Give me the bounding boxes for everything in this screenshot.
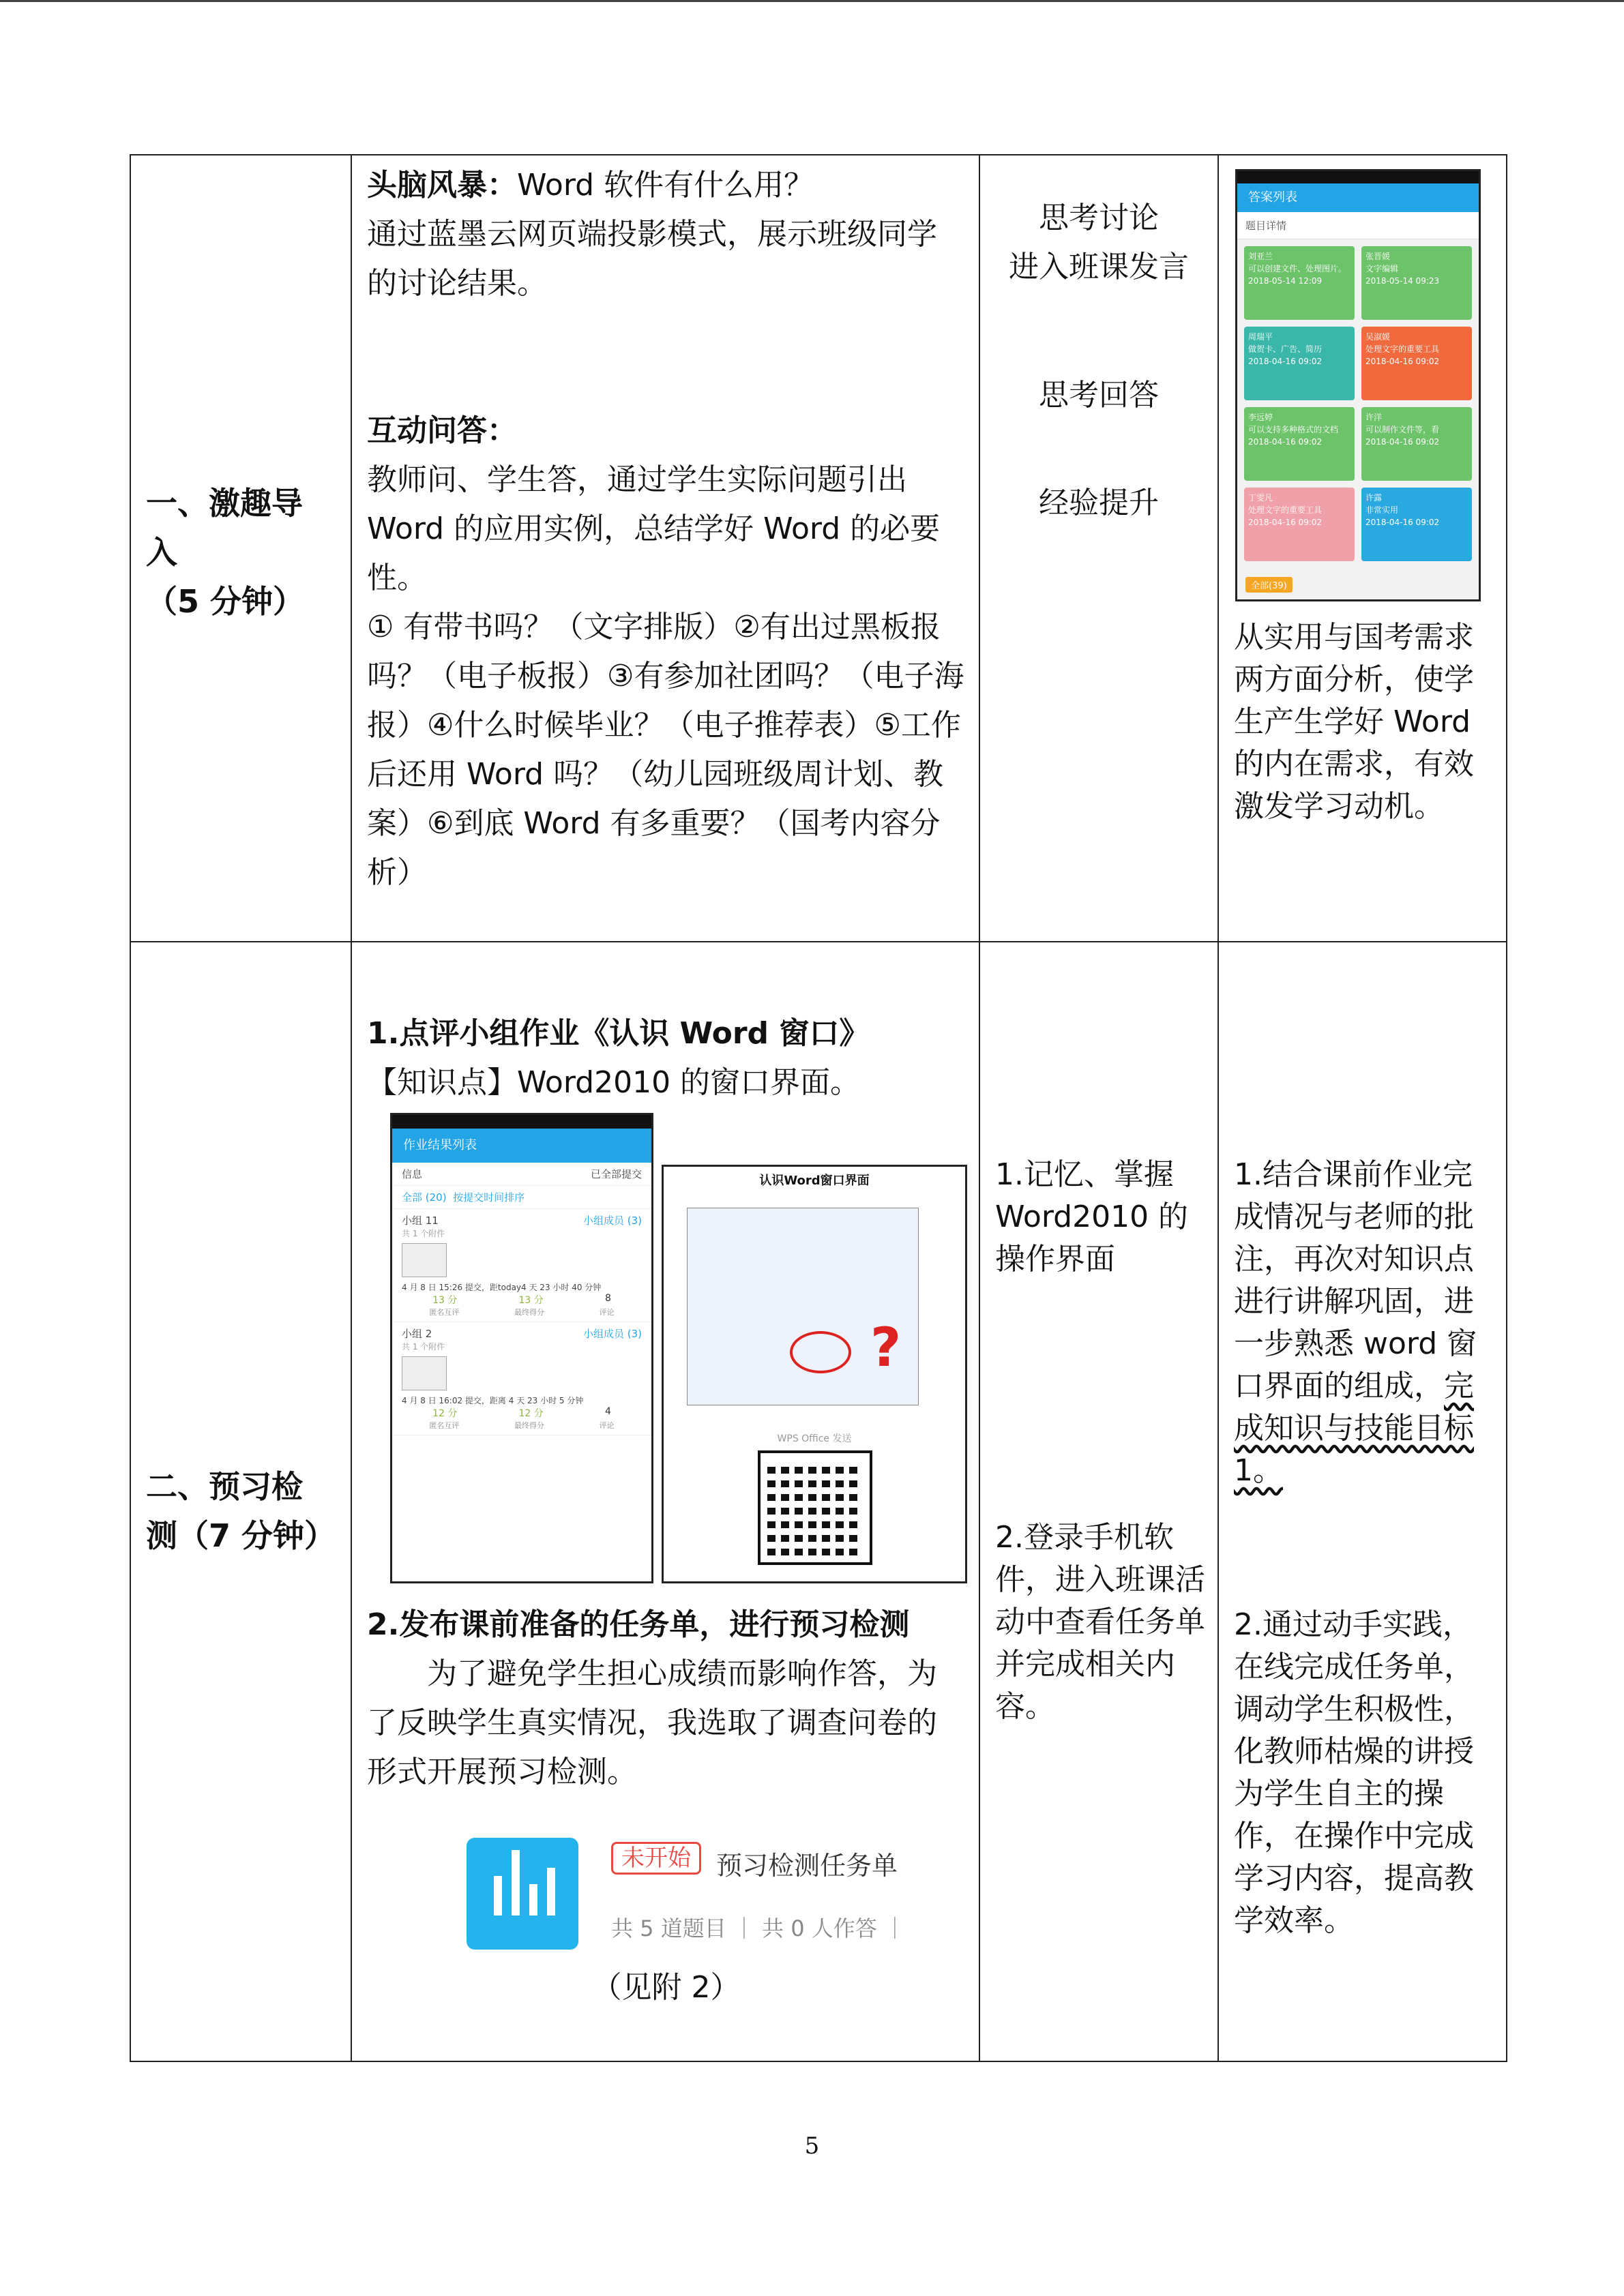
qa-label: 互动问答： — [367, 413, 517, 448]
task-card-image — [352, 1797, 979, 1954]
activity-3: 思考回答 — [1039, 378, 1159, 413]
answer-card-name: 李远婷 — [1248, 413, 1273, 422]
task-title: 预习检测任务单 — [716, 1851, 898, 1881]
brainstorm-line: 头脑风暴：Word 软件有什么用？ — [367, 168, 814, 203]
item1-title: 1.点评小组作业《认识 Word 窗口》 — [367, 1016, 870, 1051]
stage-line: 测（7 分钟） — [146, 1517, 336, 1554]
share-note: WPS Office 发送 — [777, 1433, 852, 1444]
answer-card — [1361, 327, 1472, 400]
intent-cell — [1218, 942, 1507, 2061]
qa-text: 教师问、学生答，通过学生实际问题引出 Word 的应用实例，总结学好 Word 的必要性。 — [367, 462, 941, 595]
answer-card-name: 吴淑媛 — [1365, 332, 1391, 342]
see-attachment: （见附 2） — [591, 1970, 741, 2005]
intent-text: 从实用与国考需求两方面分析，使学生产生学好 Word 的内在需求，有效激发学习动机。 — [1234, 620, 1474, 824]
question-mark-annotation: ? — [870, 1317, 902, 1379]
task-meta: 共 5 道题目 ｜ 共 0 人作答 ｜ — [611, 1915, 906, 1941]
status-bar — [1237, 171, 1479, 183]
content-cell — [351, 155, 979, 942]
info-row: 信息 已全部提交 — [392, 1163, 651, 1186]
answer-card-text: 处理文字的重要工具 — [1365, 344, 1440, 354]
page-number: 5 — [804, 2132, 820, 2160]
answer-card-time: 2018-04-16 09:02 — [1365, 437, 1440, 447]
answer-card-name: 丁雯凡 — [1248, 493, 1273, 503]
answer-card-name: 许洋 — [1365, 413, 1383, 422]
answer-card — [1244, 407, 1355, 481]
table-row — [130, 942, 1507, 2061]
bar-chart-icon — [467, 1838, 578, 1950]
answer-card — [1244, 246, 1355, 320]
objective-underlined: 完成知识与技能目标 1。 — [1234, 1369, 1474, 1488]
answer-card — [1244, 488, 1355, 561]
all-button: 全部(39) — [1245, 577, 1293, 593]
stage-line: 二、预习检 — [146, 1468, 303, 1505]
intent-cell — [1218, 155, 1507, 942]
questions-text: ① 有带书吗？（文字排版）②有出过黑板报吗？（电子板报）③有参加社团吗？（电子海报）④什么时候毕业？（电子推荐表）⑤工作后还用 Word 吗？（幼儿园班级周计划、教案）⑥到底 Word 有多重要？（国考内容分析） — [367, 610, 964, 890]
stage-cell — [130, 155, 351, 942]
word-window-image — [662, 1165, 967, 1583]
item2-text: 为了避免学生担心成绩而影响作答，为了反映学生真实情况，我选取了调查问卷的形式开展预习检测。 — [367, 1656, 937, 1789]
answer-list-screenshot — [1235, 169, 1481, 601]
homework-result-screenshot — [390, 1113, 653, 1583]
activity-2: 2.登录手机软件，进入班课活动中查看任务单并完成相关内容。 — [995, 1520, 1205, 1724]
filter-label: 题目详情 — [1237, 212, 1479, 239]
answer-card-text: 可以制作文件等，看 — [1365, 425, 1440, 434]
app-bar-title: 作业结果列表 — [392, 1129, 651, 1163]
filter-row: 全部 (20) 按提交时间排序 — [392, 1186, 651, 1209]
content-cell — [351, 942, 979, 2061]
lesson-plan-table — [130, 154, 1507, 2062]
answer-card — [1361, 246, 1472, 320]
answer-card-text: 处理文字的重要工具 — [1248, 505, 1323, 515]
stage-line: 一、激趣导 — [146, 485, 303, 522]
answer-card — [1244, 327, 1355, 400]
answer-card-time: 2018-04-16 09:02 — [1248, 518, 1323, 527]
answer-card-text: 可以创建文件、处理图片。 — [1248, 264, 1347, 273]
group-item: 小组 2 小组成员 (3) 共 1 个附件 4 月 8 日 16:02 提交，距离 4 天 23 小时 5 分钟 12 分 12 分 4 匿名互评 最终得分 评论 — [392, 1322, 651, 1435]
answer-card-text: 做贺卡、广告、简历 — [1248, 344, 1323, 354]
intent-2: 2.通过动手实践，在线完成任务单，调动学生积极性，化教师枯燥的讲授为学生自主的操作，在操作中完成学习内容，提高教学效率。 — [1234, 1607, 1474, 1938]
answer-card-time: 2018-05-14 12:09 — [1248, 276, 1323, 286]
status-badge: 未开始 — [611, 1842, 701, 1875]
answer-card-time: 2018-05-14 09:23 — [1365, 276, 1440, 286]
attachment-thumbnail — [402, 1356, 447, 1390]
answer-card-time: 2018-04-16 09:02 — [1365, 518, 1440, 527]
group-item: 小组 11 小组成员 (3) 共 1 个附件 4 月 8 日 15:26 提交，距today4 天 23 小时 40 分钟 13 分 13 分 8 匿名互评 最终得分 评论 — [392, 1209, 651, 1322]
answer-card-name: 周瑞平 — [1248, 332, 1273, 342]
answer-card-text: 可以支持多种格式的文档 — [1248, 425, 1339, 434]
answer-card-time: 2018-04-16 09:02 — [1365, 357, 1440, 366]
activity-2: 进入班课发言 — [1009, 250, 1189, 284]
activity-cell — [979, 942, 1218, 2061]
item1-point: 【知识点】Word2010 的窗口界面。 — [367, 1065, 861, 1100]
stage-cell — [130, 942, 351, 2061]
stage-line: （5 分钟） — [146, 583, 305, 620]
red-circle-annotation — [790, 1331, 851, 1373]
activity-4: 经验提升 — [1039, 486, 1159, 520]
answer-card-text: 非常实用 — [1365, 505, 1399, 515]
activity-1: 思考讨论 — [1039, 200, 1159, 235]
answer-card-name: 刘亚兰 — [1248, 252, 1273, 261]
homework-images — [367, 1107, 979, 1588]
answer-card-name: 张晋媛 — [1365, 252, 1391, 261]
word-screen-thumbnail — [687, 1208, 919, 1405]
answer-card-time: 2018-04-16 09:02 — [1248, 357, 1323, 366]
app-bar-title: 答案列表 — [1237, 183, 1479, 212]
qr-code-icon — [761, 1453, 870, 1562]
answer-cards — [1237, 239, 1479, 568]
status-bar — [392, 1115, 651, 1129]
answer-card — [1361, 407, 1472, 481]
answer-card-text: 文字编辑 — [1365, 264, 1399, 273]
attachment-thumbnail — [402, 1243, 447, 1277]
top-rule — [0, 0, 1624, 2]
activity-1: 1.记忆、掌握 Word2010 的操作界面 — [995, 1157, 1189, 1277]
answer-card — [1361, 488, 1472, 561]
item2-title: 2.发布课前准备的任务单，进行预习检测 — [367, 1607, 910, 1642]
answer-card-time: 2018-04-16 09:02 — [1248, 437, 1323, 447]
answer-card-name: 许露 — [1365, 493, 1383, 503]
word-window-caption: 认识Word窗口界面 — [759, 1174, 870, 1188]
stage-line: 入 — [146, 534, 177, 571]
activity-cell — [979, 155, 1218, 942]
intent-1: 1.结合课前作业完成情况与老师的批注，再次对知识点进行讲解巩固，进一步熟悉 word 窗口界面的组成，完成知识与技能目标 1。 — [1234, 1157, 1477, 1488]
table-row — [130, 155, 1507, 942]
projection-text: 通过蓝墨云网页端投影模式，展示班级同学的讨论结果。 — [367, 217, 937, 301]
